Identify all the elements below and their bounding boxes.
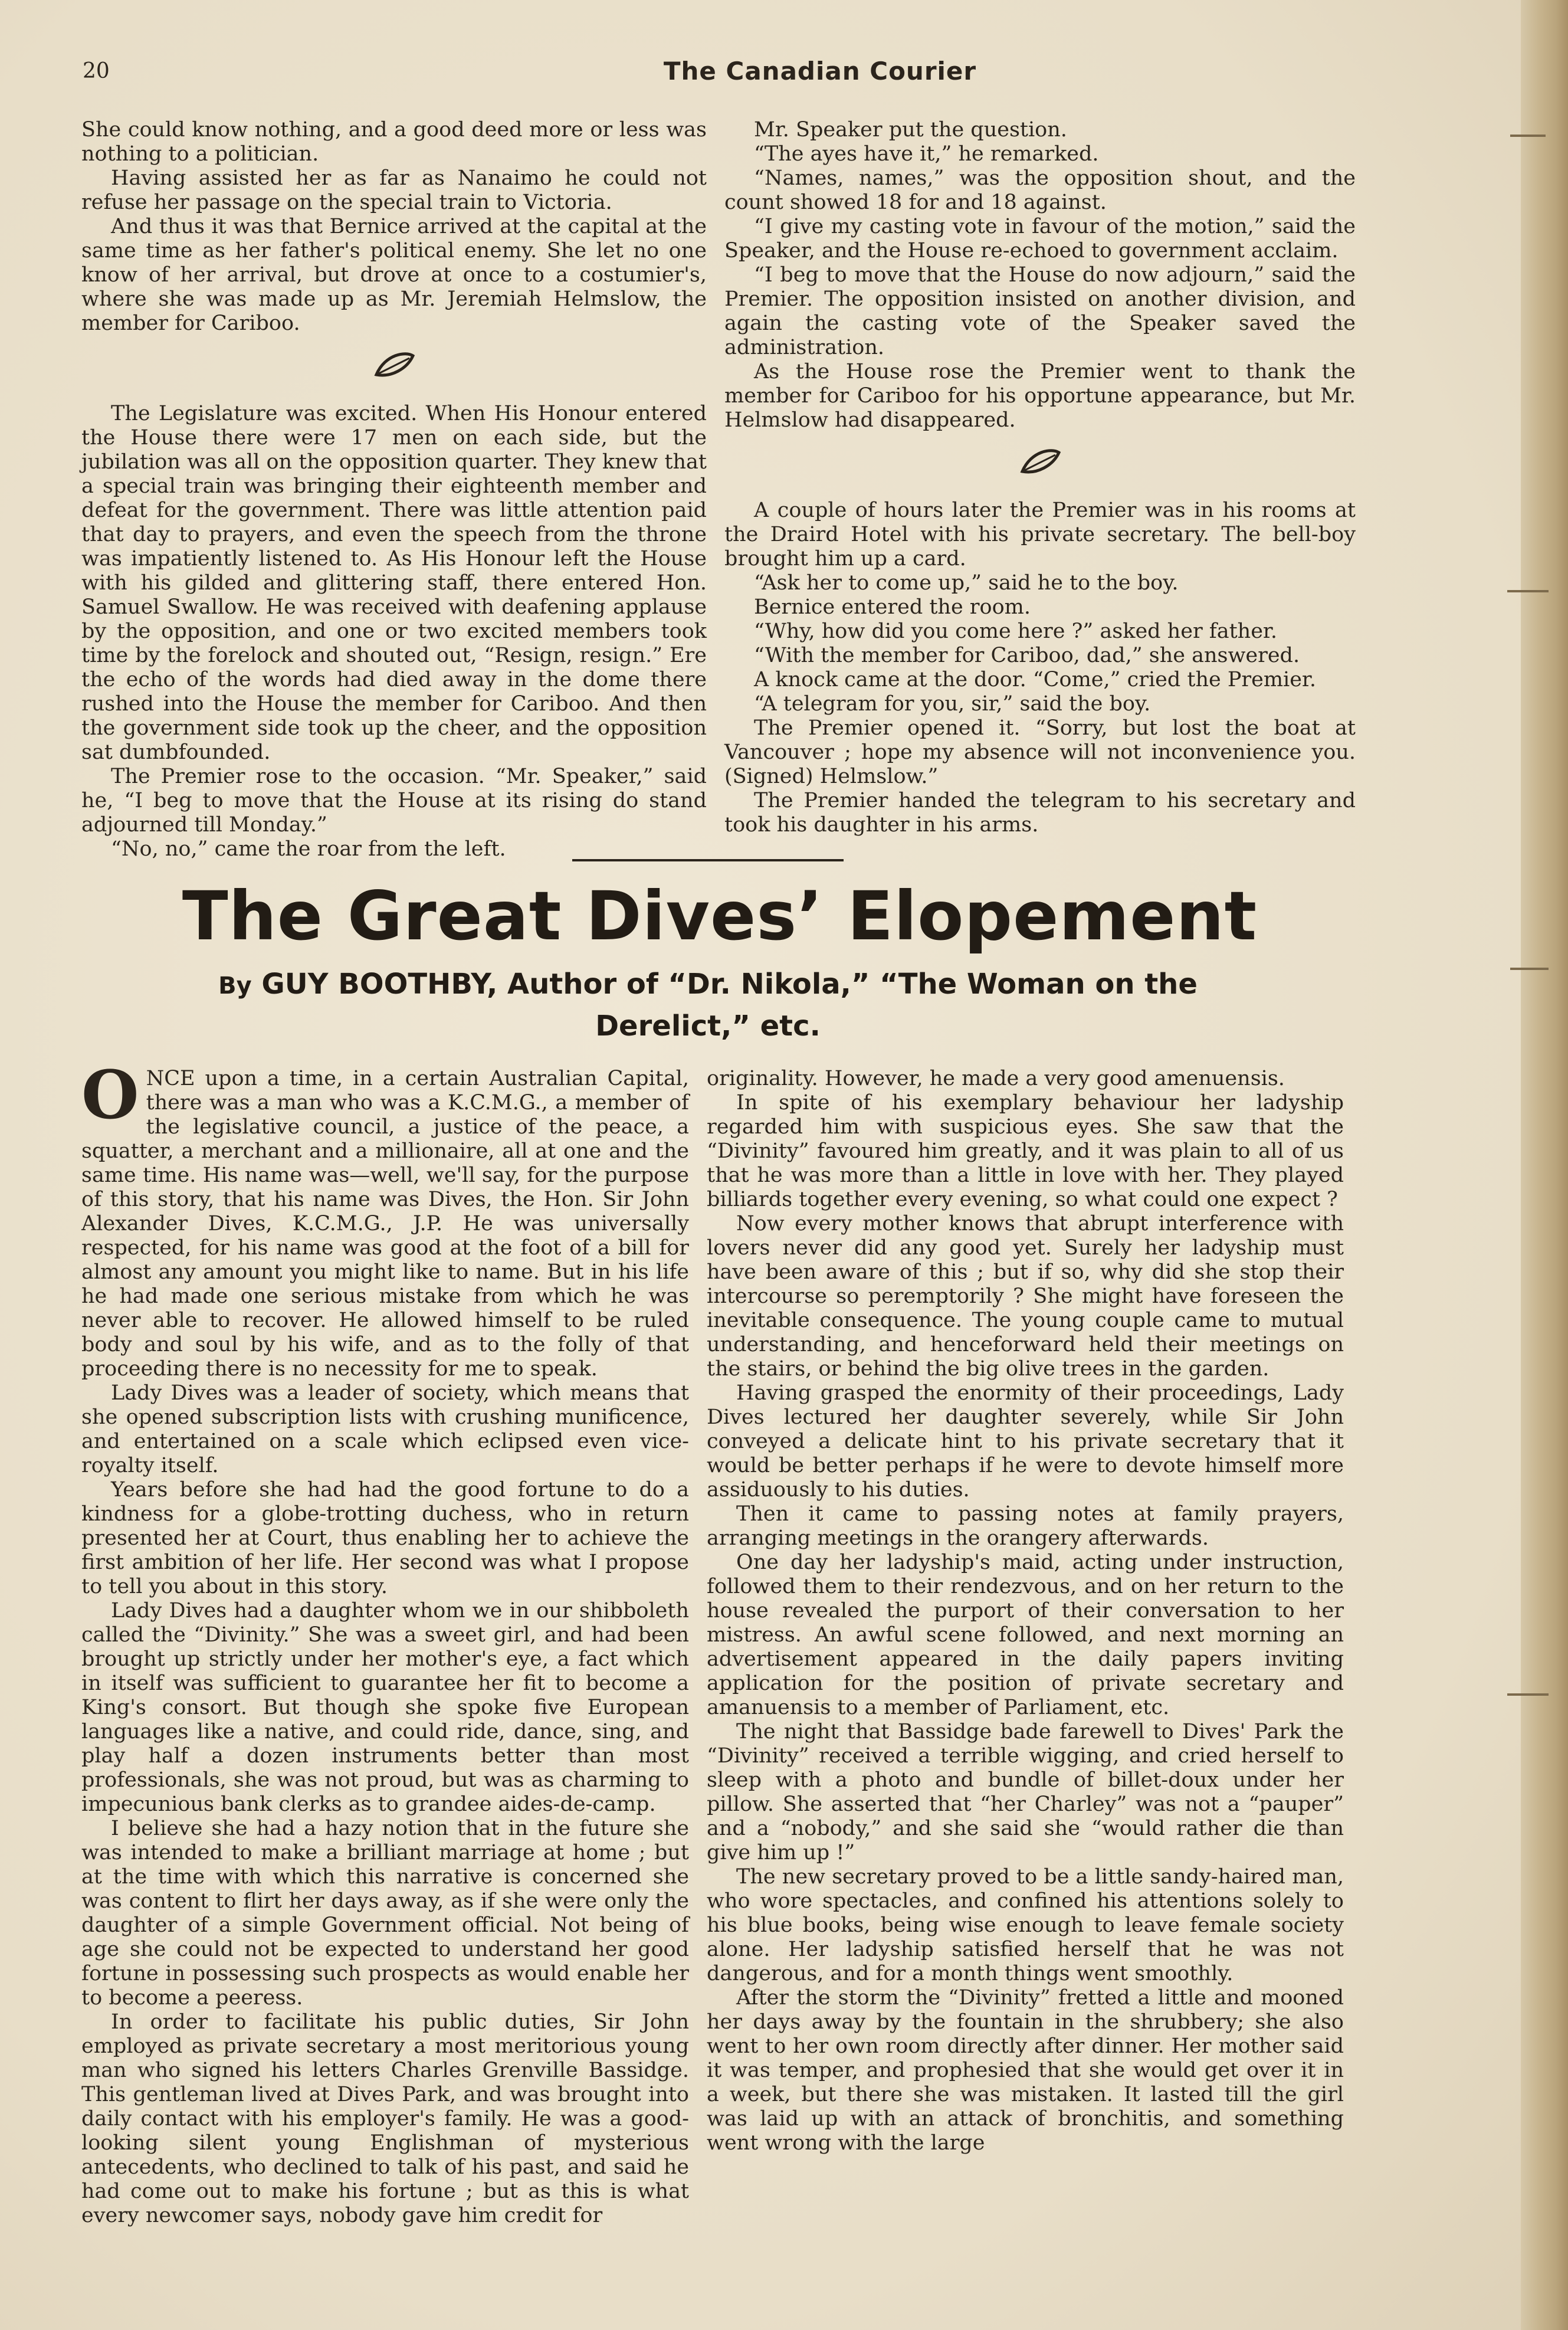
byline-credits-2: Derelict,” etc. (595, 1010, 821, 1043)
paragraph: “No, no,” came the roar from the left. (111, 837, 506, 861)
byline-credits-1: Author of “Dr. Nikola,” “The Woman on the (507, 968, 1198, 1001)
paragraph: As the House rose the Premier went to thank the member for Cariboo for his opportune appearance, but Mr. Helmslow had disappeared. (724, 360, 1356, 432)
story-title: The Great Dives’ Elopement (182, 877, 1258, 955)
margin-mark (1507, 590, 1549, 592)
paragraph: A couple of hours later the Premier was in his rooms at the Draird Hotel with his private secretary. The bell-boy brought him up a card. (724, 499, 1356, 571)
paragraph: The Premier opened it. “Sorry, but lost the boat at Vancouver ; hope my absence will not inconvenience you. (Signed) Helmslow.” (724, 716, 1356, 788)
paragraph: I believe she had a hazy notion that in the future she was intended to make a brilliant marriage at home ; but at the time with which this narrative is concerned she was content to flirt her days away, as if she were only the daughter of a simple Government official. Not being of age she could not be expected to understand her good fortune in possessing such prospects as would enable her to become a peeress. (81, 1817, 689, 2010)
leaf-ornament-icon (1016, 448, 1064, 477)
paragraph: A knock came at the door. “Come,” cried the Premier. (754, 668, 1316, 692)
paragraph: In order to facilitate his public duties, Sir John employed as private secretary a most meritorious young man who signed his letters Charles Grenville Bassidge. This gentleman lived at Dives Park, and was brought into daily contact with his employer's family. He was a good-looking silent young Englishman of mysterious antecedents, who declined to talk of his past, and said he had come out to make his fortune ; but as this is what every newcomer says, nobody gave him credit for (81, 2010, 689, 2227)
paragraph: One day her ladyship's maid, acting under instruction, followed them to their rendezvous, and on her return to the house revealed the purport of their conversation to her mistress. An awful scene followed, and next morning an advertisement appeared in the daily papers inviting application for the position of private secretary and amanuensis to a member of Parliament, etc. (707, 1551, 1344, 1719)
byline-by: By (218, 972, 252, 999)
paragraph: Now every mother knows that abrupt interference with lovers never did any good yet. Surely her ladyship must have been aware of this ; but if so, why did she stop their intercourse so peremptorily ? She might have foreseen the inevitable consequence. The young couple came to mutual understanding, and henceforward held their meetings on the stairs, or behind the big olive trees in the garden. (707, 1212, 1344, 1381)
paragraph: “Ask her to come up,” said he to the boy. (754, 571, 1179, 595)
paragraph: The night that Bassidge bade farewell to Dives' Park the “Divinity” received a terrible wigging, and cried herself to sleep with a photo and bundle of billet-doux under her pillow. She asserted that “her Charley” was not a “pauper” and a “nobody,” and she said she “would rather die than give him up !” (707, 1720, 1344, 1864)
opening-smallcaps: NCE (146, 1067, 195, 1090)
paragraph: “The ayes have it,” he remarked. (754, 142, 1099, 166)
opening-paragraph (81, 1057, 689, 1381)
paragraph: The Premier handed the telegram to his secretary and took his daughter in his arms. (724, 789, 1356, 837)
paragraph: “Why, how did you come here ?” asked her father. (754, 620, 1277, 643)
paragraph: “I give my casting vote in favour of the motion,” said the Speaker, and the House re-echoed to government acclaim. (724, 215, 1356, 263)
column-top-right (724, 118, 1356, 837)
drop-cap: O (81, 1057, 139, 1134)
page-number: 20 (83, 59, 110, 83)
paragraph: “Names, names,” was the opposition shout, and the count showed 18 for and 18 against. (724, 166, 1356, 214)
paragraph: Mr. Speaker put the question. (754, 118, 1067, 142)
paragraph: In spite of his exemplary behaviour her ladyship regarded him with suspicious eyes. She saw that the “Divinity” favoured him greatly, and it was plain to all of us that he was more than a little in love with her. They played billiards together every evening, so what could one expect ? (707, 1091, 1344, 1211)
leaf-ornament-icon (370, 351, 418, 381)
column-bottom-right (707, 1067, 1344, 2155)
paragraph: Having assisted her as far as Nanaimo he could not refuse her passage on the special train to Victoria. (81, 166, 707, 214)
binding-spine (1521, 0, 1568, 2330)
byline-author: GUY BOOTHBY, (261, 968, 498, 1001)
paragraph: “A telegram for you, sir,” said the boy. (754, 692, 1151, 716)
paragraph: Lady Dives had a daughter whom we in our shibboleth called the “Divinity.” She was a sweet girl, and had been brought up strictly under her mother's eye, a fact which in itself was sufficient to guarantee her fit to become a King's consort. But though she spoke five European languages like a native, and could ride, dance, sing, and play half a dozen instruments better than most professionals, she was not proud, but was as charming to impecunious bank clerks as to grandee aides-de-camp. (81, 1599, 689, 1816)
paragraph: Having grasped the enormity of their proceedings, Lady Dives lectured her daughter severely, while Sir John conveyed a delicate hint to his private secretary that it would be better perhaps if he were to devote himself more assiduously to his duties. (707, 1381, 1344, 1502)
opening-text: upon a time, in a certain Australian Capital, there was a man who was a K.C.M.G., a member of the legislative council, a justice of the peace, a squatter, a merchant and a millionaire, all at one and the same time. His name was—well, we'll say, for the purpose of this story, that his name was Dives, the Hon. Sir John Alexander Dives, K.C.M.G., J.P. He was universally respected, for his name was good at the foot of a bill for almost any amount you might like to name. But in his life he had made one serious mistake from which he was never able to recover. He allowed himself to be ruled body and soul by his wife, and as to the folly of that proceeding there is no necessity for me to speak. (81, 1067, 689, 1381)
paragraph: originality. However, he made a very good amenuensis. (707, 1067, 1285, 1090)
paragraph: The new secretary proved to be a little sandy-haired man, who wore spectacles, and confined his attentions solely to his blue books, being wise enough to leave female society alone. Her ladyship satisfied herself that he was not dangerous, and for a month things went smoothly. (707, 1865, 1344, 1985)
paragraph: After the storm the “Divinity” fretted a little and mooned her days away by the fountain in the shrubbery; she also went to her own room directly after dinner. Her mother said it was temper, and prophesied that she would get over it in a week, but there she was mistaken. It lasted till the girl was laid up with an attack of bronchitis, and something went wrong with the large (707, 1986, 1344, 2155)
paragraph: Years before she had had the good fortune to do a kindness for a globe-trotting duchess, who in return presented her at Court, thus enabling her to achieve the first ambition of her life. Her second was what I propose to tell you about in this story. (81, 1478, 689, 1598)
paragraph: Then it came to passing notes at family prayers, arranging meetings in the orangery afterwards. (707, 1502, 1344, 1550)
paragraph: And thus it was that Bernice arrived at the capital at the same time as her father's political enemy. She let no one know of her arrival, but drove at once to a costumier's, where she was made up as Mr. Jeremiah Helmslow, the member for Cariboo. (81, 215, 707, 335)
paragraph: Lady Dives was a leader of society, which means that she opened subscription lists with crushing munificence, and entertained on a scale which eclipsed even vice-royalty itself. (81, 1381, 689, 1477)
paragraph: The Premier rose to the occasion. “Mr. Speaker,” said he, “I beg to move that the House at its rising do stand adjourned till Monday.” (81, 765, 707, 837)
margin-mark (1510, 135, 1546, 137)
story-byline (65, 964, 1351, 1046)
paragraph: “I beg to move that the House do now adjourn,” said the Premier. The opposition insisted on another division, and again the casting vote of the Speaker saved the administration. (724, 263, 1356, 359)
paragraph: She could know nothing, and a good deed more or less was nothing to a politician. (81, 118, 707, 166)
publication-title: The Canadian Courier (663, 57, 977, 86)
column-top-left (81, 118, 707, 861)
section-divider (572, 859, 844, 861)
margin-mark (1507, 1693, 1549, 1696)
paragraph: The Legislature was excited. When His Honour entered the House there were 17 men on each side, but the jubilation was all on the opposition quarter. They knew that a special train was bringing their eighteenth member and defeat for the government. There was little attention paid that day to prayers, and even the speech from the throne was impatiently listened to. As His Honour left the House with his gilded and glittering staff, there entered Hon. Samuel Swallow. He was received with deafening applause by the opposition, and one or two excited members took time by the forelock and shouted out, “Resign, resign.” Ere the echo of the words had died away in the dome there rushed into the House the member for Cariboo. And then the government side took up the cheer, and the opposition sat dumbfounded. (81, 402, 707, 764)
column-bottom-left (81, 1057, 689, 2228)
margin-mark (1510, 968, 1549, 970)
paragraph: Bernice entered the room. (754, 595, 1031, 619)
paragraph: “With the member for Cariboo, dad,” she answered. (754, 644, 1300, 667)
page-header (83, 57, 1481, 92)
